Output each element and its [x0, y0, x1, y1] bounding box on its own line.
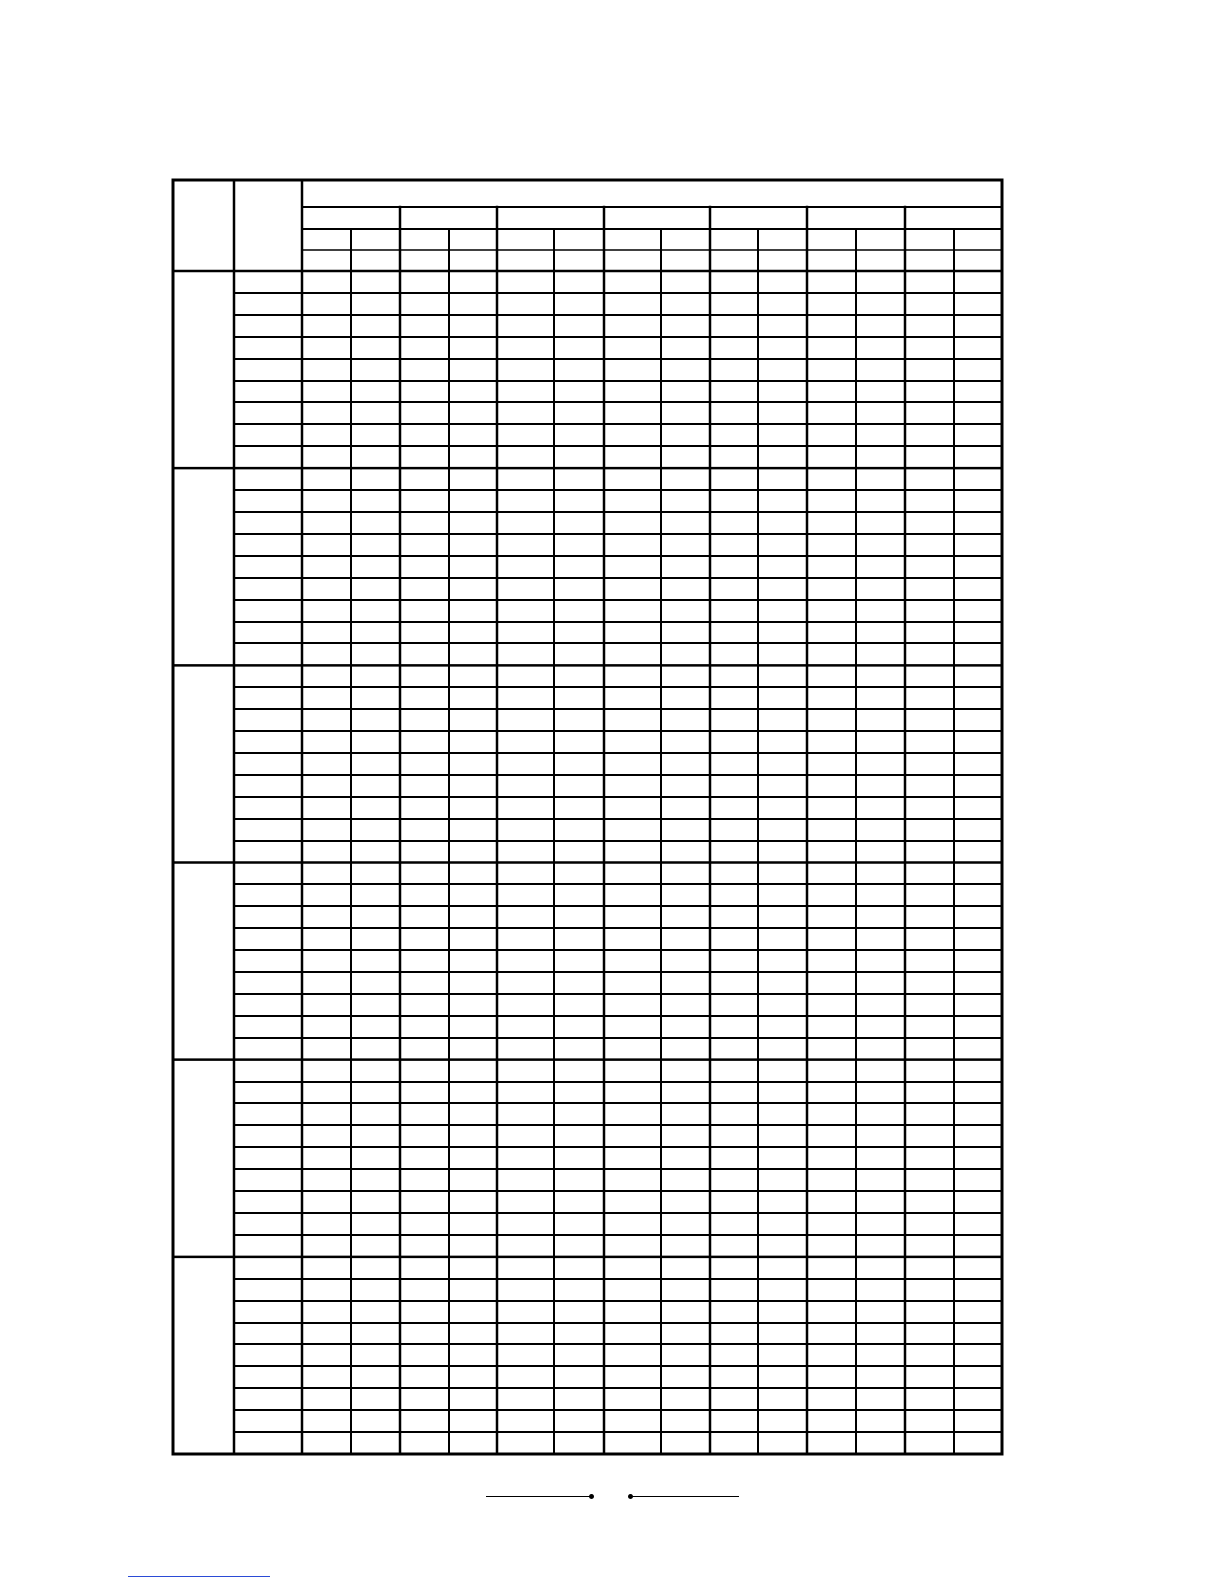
- footer-link-underline[interactable]: [128, 1576, 270, 1577]
- footer-dot-left: [589, 1494, 594, 1499]
- footer-signature-line-left: [486, 1496, 592, 1497]
- footer-signature-line-right: [631, 1496, 739, 1497]
